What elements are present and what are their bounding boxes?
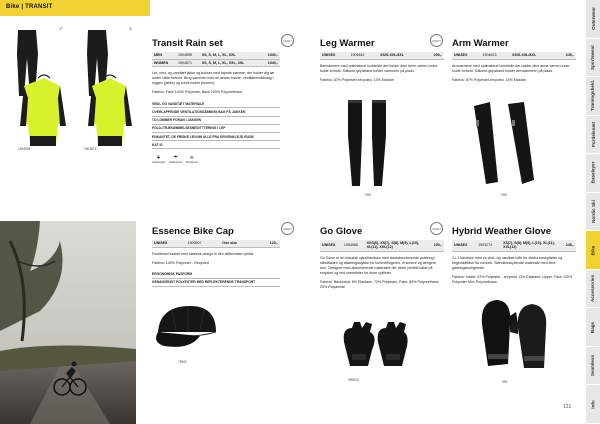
price-cell: 245,-: [559, 240, 576, 251]
sku-label: 7390: [500, 193, 508, 197]
product-title: Transit Rain set: [152, 38, 223, 49]
price-cell: 120,-: [256, 240, 280, 247]
sku-cell: 1904642: [349, 52, 379, 59]
sku-label: 1904871: [84, 147, 97, 151]
feature-item: GENANVENDT POLYESTER MED REFLEKTERENDE TRANSPORT: [152, 279, 280, 287]
product-fabric: Fabrics: Backhand: 8% Elastane, 72% Polyester; Palm: 80% Polyurethane, 20% Polyamide: [320, 279, 440, 289]
product-description: Armvarmere med optimaleret lockstolle der holder dine arme varme under kolde forhold. Silikone-gripsband holder armvarmeren på plads.: [452, 63, 570, 73]
product-title: Arm Warmer: [452, 38, 509, 49]
side-tab-seamless[interactable]: [586, 347, 600, 386]
feature-item: OVERLAPPENDE VENTILATIONSÅBNING BAG PÅ JAKKEN: [152, 108, 280, 116]
sku-cell: 1904613: [481, 52, 511, 59]
product-size-table: [152, 240, 280, 248]
hybrid-glove-illustration: [474, 294, 554, 378]
product-description: Go Glove er en klassisk cykelhandske med stødabsorberende polstring i håndfladen og aftørringsstykke for tommelfingeren, til kortere og længere ture. Designet med absorberende materialer der virker perfekt både på smykket og ved varmetider for store cyklister.: [320, 255, 437, 275]
side-tab-accessories[interactable]: [586, 270, 600, 309]
product-description: Benvarmere med optimaleret lockstolle der holder dine benn varme under kolde forhold. Silikone-gripsband holder varmeren på plads.: [320, 63, 438, 73]
gender-cell: UNISEX: [452, 52, 481, 59]
product-fabric: Fabrics: Inside: 87% Polyester - recycled 13% Elastane; Upper: Face 100% Polyester Mid: Polyurethane: [452, 274, 573, 284]
windproof-badge: ≋ Windproof: [185, 155, 198, 165]
side-tab-nordic-ski[interactable]: [586, 193, 600, 232]
go-glove-illustration: [338, 318, 410, 378]
product-size-table: [452, 52, 576, 60]
sku-cell: 1904986: [342, 240, 365, 251]
side-tab-bike[interactable]: [586, 231, 600, 270]
product-description: 2-i-1 handske med en vind- og vandtæt luffe for ekstra beskyttelse og fingerskiftlåse fra rombrik. Stænkbeskyttende materiale med flere glatningsmuligheder.: [452, 255, 563, 270]
brand-logo-icon: CRAFT: [281, 222, 294, 235]
product-title: Go Glove: [320, 226, 363, 237]
side-tab-label: Accessories: [590, 275, 596, 303]
product-title: Leg Warmer: [320, 38, 375, 49]
lightweight-badge: ❦ Lightweight: [152, 155, 166, 165]
bike-cap-illustration: [150, 300, 225, 355]
sku-cell: 1903274: [476, 240, 501, 251]
side-tab-sportswear[interactable]: [586, 39, 600, 78]
rain-jacket-right: [88, 75, 132, 146]
sku-cell: 1904595: [176, 52, 200, 59]
brand-logo-icon: CRAFT: [430, 34, 443, 47]
product-size-table: [452, 240, 576, 252]
gender-cell: UNISEX: [320, 240, 342, 251]
sku-label: 999000: [348, 378, 359, 382]
table-row: [452, 240, 576, 251]
brand-logo-icon: CRAFT: [281, 34, 294, 47]
product-description: Let, vind- og vandtæt jakke og bukser med tapede sømme, der holder dig tør under våde forhold. Brug sammen med en anden bukse, ventilationsåbning i ryggen (jakke) og vores lukker (bukser).: [152, 71, 275, 86]
sku-label: 999: [502, 380, 508, 384]
sizes-cell: One size: [220, 240, 256, 247]
gender-cell: UNISEX: [452, 240, 476, 251]
product-fabric: Fabrics: 87% Polyester-recycled, 13% Elastan: [320, 77, 394, 82]
product-description: Funktionel kasket med klassisk design til den stilbevidste cyklist.: [152, 251, 255, 256]
side-tab-tr-ningsbekl-[interactable]: [586, 77, 600, 116]
section-header-label: Bike | TRANSIT: [6, 4, 53, 10]
feature-item: VIND- OG VANDTÆT MATERIALE: [152, 100, 280, 108]
gender-cell: WOMEN: [152, 59, 176, 67]
property-icons: [152, 155, 280, 164]
sku-cell: 1904871: [176, 59, 200, 67]
feature-list: [152, 271, 280, 287]
side-tab-label: Nordic Ski: [590, 200, 596, 223]
side-tab-label: Seamless: [590, 355, 596, 377]
product-size-table: [320, 240, 444, 252]
sku-label: 7390: [364, 193, 372, 197]
product-hybrid-weather-glove: [452, 226, 576, 285]
arm-warmer-illustration: [468, 100, 540, 190]
table-row: [152, 52, 280, 59]
product-title: Essence Bike Cap: [152, 226, 234, 237]
price-cell: 1040,-: [261, 59, 280, 67]
feather-icon: ❦: [156, 155, 161, 162]
leg-warmer-illustration: [338, 96, 398, 191]
gender-cell: UNISEX: [320, 52, 349, 59]
feature-item: ENKANTET, DE FRISKE LEVNIN ULLE FRA DRIVSNKLEJD RUGE: [152, 133, 280, 141]
gender-cell: MEN: [152, 52, 176, 59]
side-tab-label: Bike: [590, 245, 596, 255]
product-transit-rain-set: [152, 38, 280, 164]
sizes-cell: XXS(6), XS(7), S(8), M(9), L(10), XL(11), XXL(12): [365, 240, 429, 251]
product-arm-warmer: [452, 38, 576, 83]
feature-list: [152, 100, 280, 149]
sku-cell: 1909507: [186, 240, 221, 247]
product-size-table: [320, 52, 444, 60]
rain-jacket-left: [20, 75, 66, 146]
side-tab-label: Outerwear: [590, 7, 596, 31]
page-number: 121: [563, 404, 572, 410]
product-go-glove: [320, 226, 444, 290]
side-tab-label: Træningsbekl.: [590, 80, 596, 112]
price-cell: 1040,-: [261, 52, 280, 59]
product-size-table: [152, 52, 280, 67]
table-row: [152, 59, 280, 67]
sku-label: 79900: [178, 360, 187, 364]
table-row: [320, 52, 444, 59]
price-cell: 290,-: [424, 52, 444, 59]
side-tab-baselayer[interactable]: [586, 154, 600, 193]
table-row: [452, 52, 576, 59]
price-cell: 245,-: [556, 52, 576, 59]
feature-item: KAT IS: [152, 141, 280, 149]
side-tab-info[interactable]: [586, 385, 600, 424]
table-row: [152, 240, 280, 247]
side-tab-bags[interactable]: [586, 308, 600, 347]
sizes-cell: XS/S-XXL/4XL: [378, 52, 424, 59]
rain-set-illustration: [10, 26, 135, 156]
umbrella-icon: ☂: [173, 155, 178, 162]
product-title: Hybrid Weather Glove: [452, 226, 552, 237]
cyclist-photo: [0, 221, 136, 424]
gender-cell: UNISEX: [152, 240, 186, 247]
wind-icon: ≋: [189, 155, 194, 162]
sizes-cell: XS, S, M, L, XL, XXL, 3XL: [200, 59, 261, 67]
gender-icon-male: ♂: [58, 26, 64, 33]
feature-item: ERGONOMISK PASFORM: [152, 271, 280, 279]
rain-set-images: [10, 26, 135, 156]
sku-label: 1904595: [18, 147, 31, 151]
sizes-cell: XS, S, M, L, XL, XXL: [200, 52, 261, 59]
sizes-cell: XS(7), S(8), M(9), L(10), XL(11), XXL(12): [501, 240, 559, 251]
product-fabric: Fabrics: 87% Polyester-recycled, 13% Elastan: [452, 77, 526, 82]
side-tab-label: Bags: [590, 321, 596, 333]
sizes-cell: XS/S-XXL/4XL: [510, 52, 556, 59]
side-tab-label: Sportswear: [590, 44, 596, 70]
price-cell: 150,-: [429, 240, 444, 251]
product-essence-bike-cap: [152, 226, 280, 287]
side-tab-label: Info: [590, 400, 596, 409]
waterproof-badge: ☂ Waterproof: [169, 155, 182, 165]
product-leg-warmer: [320, 38, 444, 83]
side-tab-outerwear[interactable]: [586, 0, 600, 39]
product-fabric: Fabrics: Face 100% Polyester, Back 100% Polyurethane: [152, 90, 243, 95]
side-tab-label: Fordelesæt: [590, 122, 596, 147]
gender-icon-female: ♀: [128, 26, 134, 33]
feature-item: FOLD-/TRÆKØMMELSESNED/TTTERING I LEP: [152, 125, 280, 133]
table-row: [320, 240, 444, 251]
side-tab-label: Baselayer: [590, 162, 596, 184]
side-tab-fordeles-t[interactable]: [586, 116, 600, 155]
product-fabric: Fabrics: 100% Polyester - Recycled: [152, 260, 209, 265]
section-header-bar: [0, 0, 150, 16]
brand-logo-icon: CRAFT: [430, 222, 443, 235]
feature-item: TO LOMMER FORAN I JAKKEN: [152, 117, 280, 125]
